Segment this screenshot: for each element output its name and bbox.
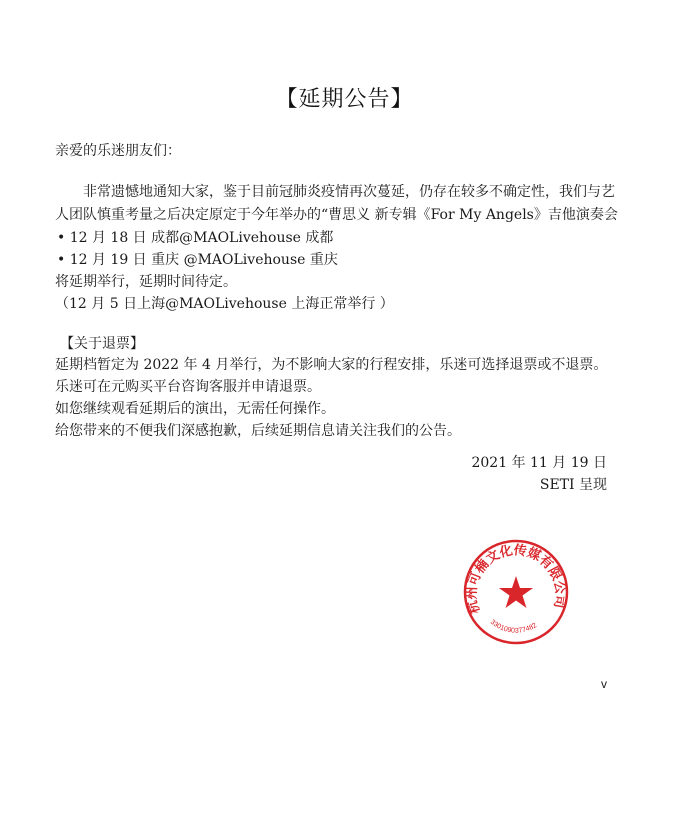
seal-company-text: 杭州可楠文化传媒有限公司: [464, 543, 568, 616]
show-item-chengdu: • 12 月 18 日 成都@MAOLivehouse 成都: [57, 230, 334, 246]
refund-line-3: 如您继续观看延期后的演出，无需任何操作。: [55, 401, 335, 417]
refund-line-4: 给您带来的不便我们深感抱歉，后续延期信息请关注我们的公告。: [55, 423, 461, 439]
company-seal-icon: [462, 538, 570, 646]
seal-star-icon: [499, 576, 533, 608]
refund-heading: 【关于退票】: [60, 336, 144, 352]
greeting: 亲爱的乐迷朋友们：: [55, 143, 181, 159]
document-title: 【延期公告】: [275, 87, 414, 112]
footer-mark: v: [601, 677, 607, 691]
refund-line-2: 乐迷可在元购买平台咨询客服并申请退票。: [55, 379, 321, 395]
signature: SETI 呈现: [539, 477, 607, 493]
refund-line-1: 延期档暂定为 2022 年 4 月举行，为不影响大家的行程安排，乐迷可选择退票或不退票。: [55, 357, 608, 373]
paragraph-line-2: 人团队慎重考量之后决定原定于今年举办的“曹思义 新专辑《For My Angels》吉他演奏会: [55, 207, 618, 223]
shanghai-note: （12 月 5 日上海@MAOLivehouse 上海正常举行 ）: [55, 296, 394, 312]
show-item-chongqing: • 12 月 19 日 重庆 @MAOLivehouse 重庆: [57, 252, 338, 268]
postponed-line: 将延期举行，延期时间待定。: [55, 274, 237, 290]
seal-number-text: 3301090377482: [488, 618, 539, 635]
announcement-date: 2021 年 11 月 19 日: [471, 455, 607, 471]
paragraph-line-1: 非常遗憾地通知大家，鉴于目前冠肺炎疫情再次蔓延，仍存在较多不确定性，我们与艺: [83, 184, 615, 200]
svg-text:3301090377482: [489, 619, 539, 635]
